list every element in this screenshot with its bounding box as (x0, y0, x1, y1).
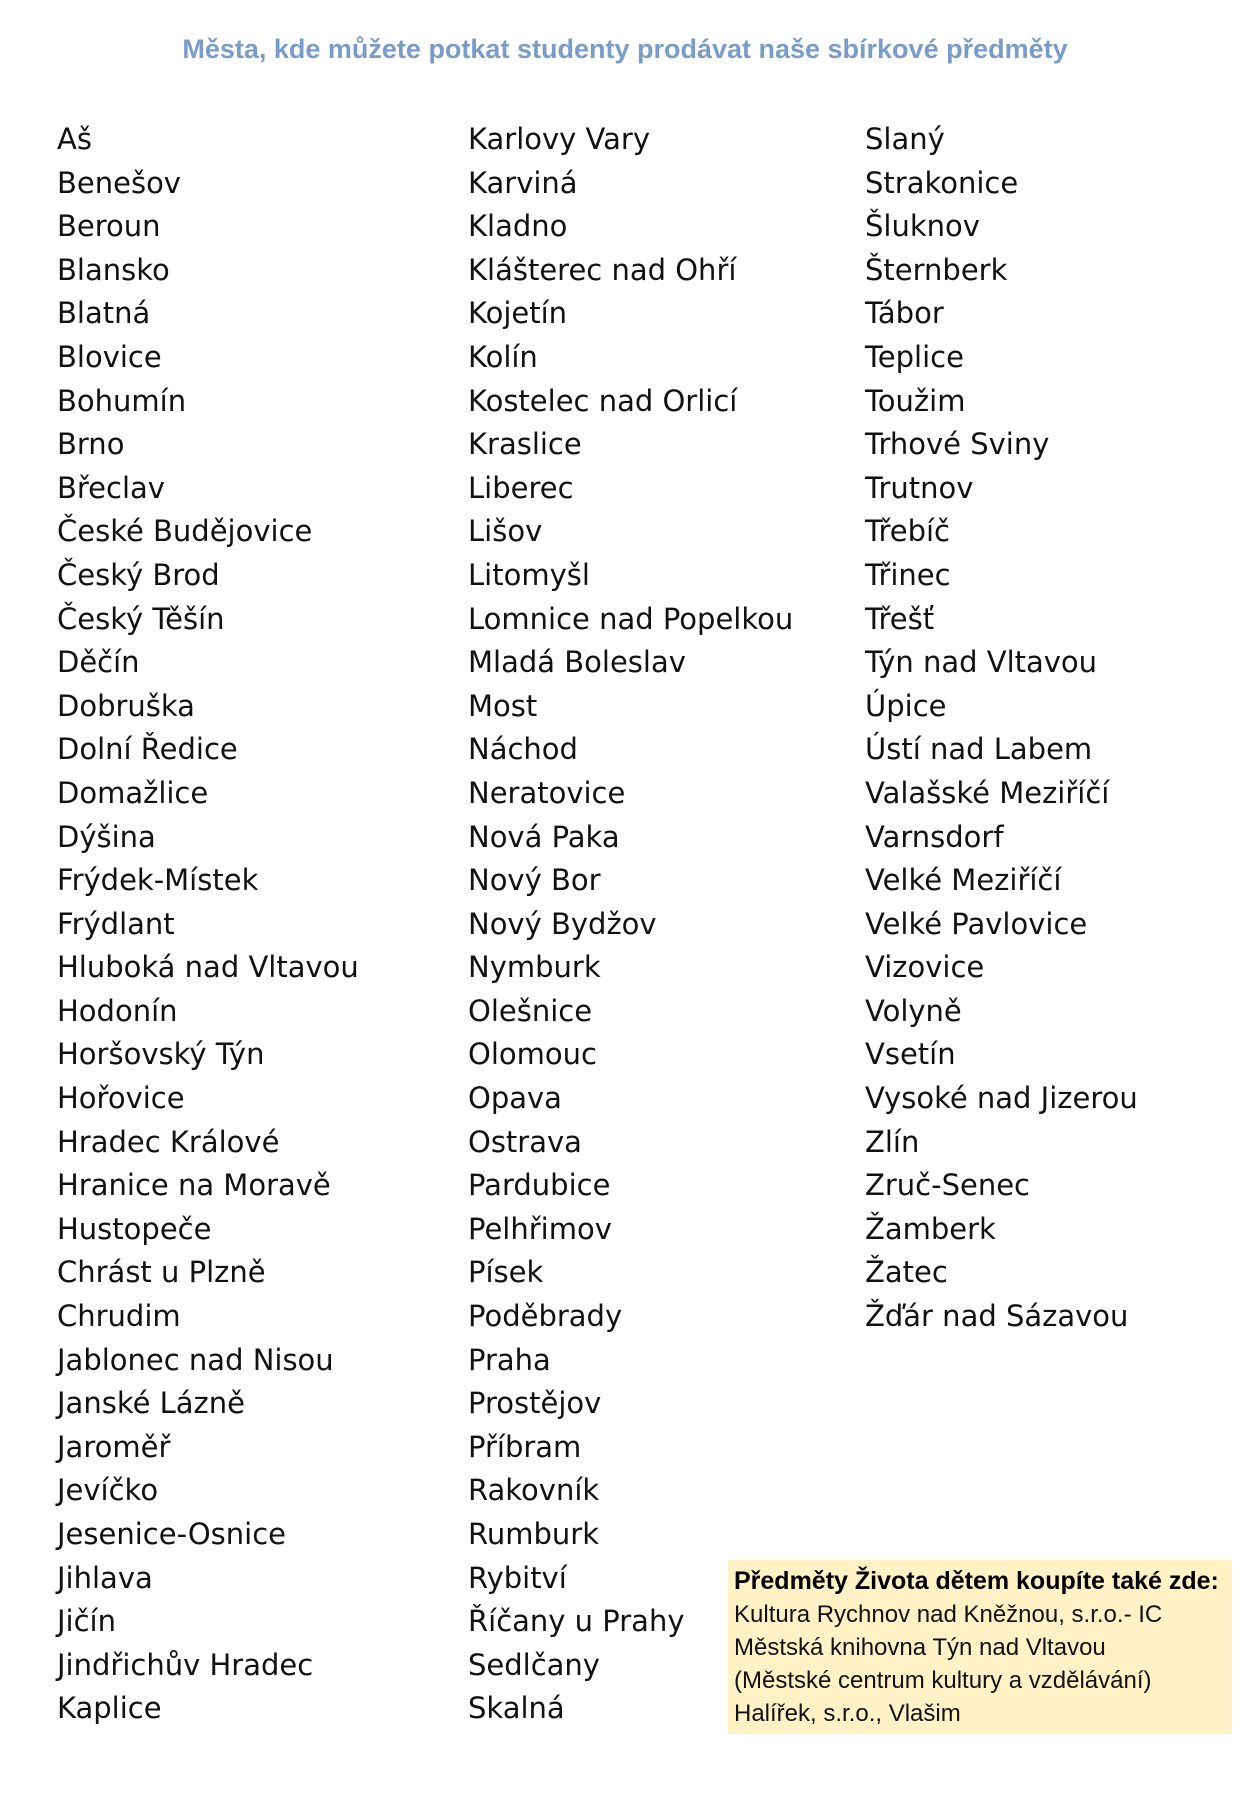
city-item: Bohumín (57, 383, 187, 418)
city-item: Šluknov (865, 209, 980, 244)
city-item: Trutnov (865, 470, 974, 505)
city-item: Hradec Králové (57, 1124, 280, 1159)
city-item: Aš (57, 122, 92, 156)
city-item: Jaroměř (57, 1429, 171, 1464)
city-item: Litomyšl (468, 557, 590, 592)
city-item: Písek (468, 1255, 544, 1290)
city-item: Třinec (865, 557, 951, 592)
city-item: České Budějovice (57, 514, 313, 549)
city-item: Rakovník (468, 1473, 600, 1508)
city-item: Šternberk (865, 252, 1008, 287)
city-item: Nymburk (468, 950, 601, 985)
city-item: Pelhřimov (468, 1211, 612, 1246)
city-item: Vsetín (865, 1037, 956, 1072)
city-item: Hluboká nad Vltavou (57, 950, 359, 985)
city-item: Žatec (865, 1255, 948, 1290)
city-item: Olešnice (468, 993, 593, 1028)
city-item: Frýdek-Místek (57, 863, 259, 898)
city-item: Břeclav (57, 470, 165, 505)
city-item: Třešť (865, 601, 935, 636)
city-column-1 (57, 118, 359, 1731)
city-item: Nová Paka (468, 819, 620, 854)
city-item: Rumburk (468, 1517, 599, 1551)
city-item: Ostrava (468, 1124, 582, 1159)
city-item: Strakonice (865, 165, 1019, 200)
city-item: Kolín (468, 339, 538, 374)
shop-location-line: Halířek, s.r.o., Vlašim (734, 1700, 961, 1727)
city-item: Kaplice (57, 1691, 162, 1726)
city-item: Chrást u Plzně (57, 1255, 266, 1290)
shop-location-line: Městská knihovna Týn nad Vltavou (734, 1634, 1106, 1661)
city-item: Vizovice (865, 950, 985, 985)
shop-location-line: (Městské centrum kultury a vzdělávání) (734, 1667, 1152, 1694)
city-item: Kraslice (468, 427, 582, 462)
city-item: Beroun (57, 209, 161, 244)
city-item: Jihlava (57, 1560, 153, 1595)
city-item: Kladno (468, 209, 568, 244)
city-item: Blansko (57, 252, 170, 287)
city-item: Most (468, 688, 538, 723)
city-item: Domažlice (57, 775, 209, 810)
city-item: Dolní Ředice (57, 732, 238, 767)
shop-location-line: Kultura Rychnov nad Kněžnou, s.r.o.- IC (734, 1601, 1163, 1628)
city-item: Janské Lázně (57, 1386, 246, 1421)
city-item: Jindřichův Hradec (57, 1647, 314, 1682)
city-item: Žamberk (865, 1211, 996, 1246)
city-item: Lomnice nad Popelkou (468, 601, 794, 636)
city-item: Horšovský Týn (57, 1037, 265, 1072)
city-item: Kojetín (468, 296, 568, 331)
city-item: Rybitví (468, 1560, 567, 1595)
city-item: Jevíčko (57, 1473, 159, 1508)
city-item: Dýšina (57, 819, 156, 854)
city-item: Pardubice (468, 1168, 611, 1203)
city-item: Jesenice-Osnice (57, 1517, 286, 1551)
city-item: Děčín (57, 645, 140, 680)
city-item: Český Brod (57, 557, 220, 592)
city-item: Klášterec nad Ohří (468, 252, 737, 287)
city-item: Toužim (865, 383, 966, 418)
city-item: Ústí nad Labem (865, 732, 1093, 767)
city-item: Prostějov (468, 1386, 602, 1421)
city-item: Sedlčany (468, 1647, 600, 1682)
city-item: Skalná (468, 1691, 565, 1726)
shop-locations-list (734, 1598, 1226, 1730)
city-item: Zlín (865, 1124, 920, 1159)
page-title: Města, kde můžete potkat studenty prodávat naše sbírkové předměty (182, 34, 1068, 64)
city-item: Poděbrady (468, 1299, 623, 1334)
city-item: Nový Bydžov (468, 906, 657, 941)
city-item: Varnsdorf (865, 819, 1004, 854)
city-item: Týn nad Vltavou (865, 645, 1098, 680)
city-item: Valašské Meziříčí (865, 775, 1110, 810)
city-item: Frýdlant (57, 906, 175, 941)
city-item: Dobruška (57, 688, 195, 723)
city-item: Hodonín (57, 993, 178, 1028)
city-item: Třebíč (865, 514, 950, 549)
city-item: Český Těšín (57, 601, 225, 636)
city-item: Mladá Boleslav (468, 645, 686, 680)
city-item: Praha (468, 1342, 551, 1377)
city-item: Trhové Sviny (865, 427, 1050, 462)
city-item: Brno (57, 427, 125, 462)
city-item: Lišov (468, 514, 543, 549)
shop-locations-box (728, 1560, 1232, 1734)
city-column-3 (865, 118, 1138, 1339)
city-item: Blatná (57, 296, 151, 331)
city-item: Vysoké nad Jizerou (865, 1081, 1138, 1116)
city-item: Velké Pavlovice (865, 906, 1088, 941)
city-item: Kostelec nad Orlicí (468, 383, 738, 418)
city-item: Příbram (468, 1429, 582, 1464)
city-item: Říčany u Prahy (468, 1604, 685, 1639)
city-item: Úpice (865, 688, 947, 723)
city-item: Slaný (865, 122, 945, 156)
city-item: Žďár nad Sázavou (865, 1299, 1129, 1334)
city-item: Tábor (865, 296, 944, 331)
city-column-2 (468, 118, 793, 1731)
city-item: Liberec (468, 470, 574, 505)
city-item: Teplice (865, 339, 964, 374)
city-item: Jičín (57, 1604, 116, 1639)
shop-locations-heading: Předměty Života dětem koupíte také zde: (734, 1567, 1219, 1595)
city-item: Nový Bor (468, 863, 601, 898)
city-item: Neratovice (468, 775, 626, 810)
city-item: Velké Meziříčí (865, 863, 1062, 898)
city-item: Náchod (468, 732, 578, 767)
city-item: Volyně (865, 993, 962, 1028)
city-item: Hořovice (57, 1081, 185, 1116)
city-item: Zruč-Senec (865, 1168, 1030, 1203)
city-item: Hranice na Moravě (57, 1168, 331, 1203)
city-item: Blovice (57, 339, 162, 374)
city-item: Jablonec nad Nisou (57, 1342, 334, 1377)
city-item: Hustopeče (57, 1211, 212, 1246)
city-item: Olomouc (468, 1037, 597, 1072)
city-item: Benešov (57, 165, 181, 200)
city-item: Karviná (468, 165, 578, 200)
city-item: Chrudim (57, 1299, 181, 1334)
city-item: Opava (468, 1081, 562, 1116)
city-item: Karlovy Vary (468, 122, 650, 156)
